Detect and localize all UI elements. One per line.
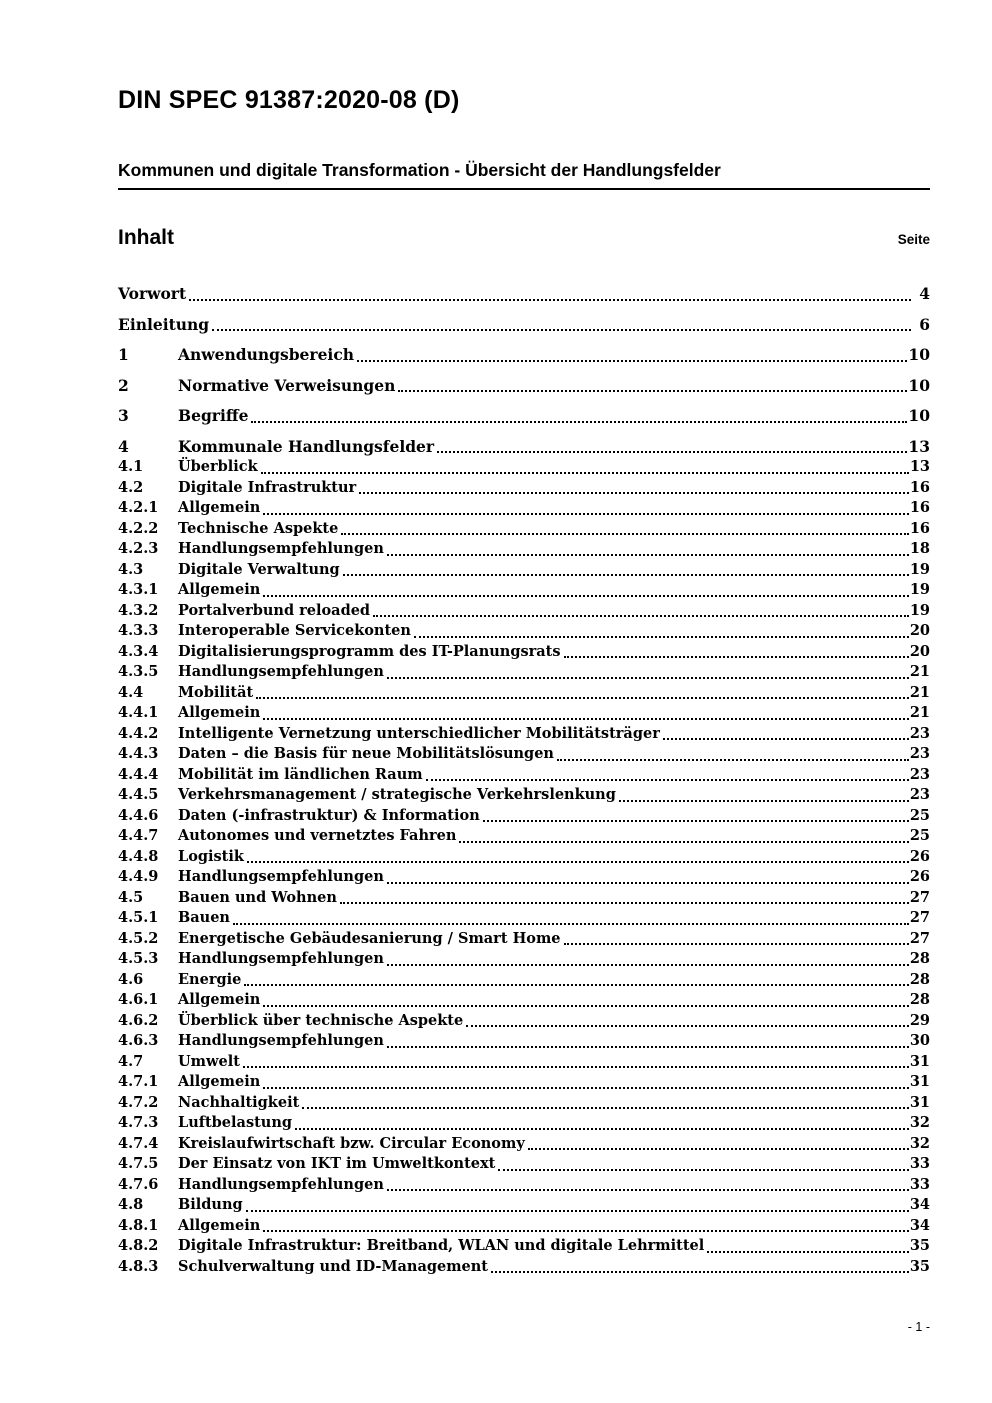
toc-entry-title: Daten – die Basis für neue Mobilitätslösungen — [178, 745, 554, 762]
page-content — [118, 0, 930, 1277]
toc-entry — [118, 376, 930, 397]
toc-entry-number: 4.4.2 — [118, 724, 159, 742]
dot-leader — [488, 1257, 910, 1278]
toc-entry — [118, 621, 930, 642]
toc-entry-page: 33 — [909, 1175, 930, 1193]
toc-entry-page: 31 — [909, 1093, 930, 1111]
toc-entry-page: 19 — [909, 560, 930, 578]
toc-entry-page: 23 — [909, 786, 930, 803]
dot-leader — [411, 621, 910, 642]
toc-entry-page: 27 — [909, 929, 930, 947]
toc-entry-page: 27 — [909, 888, 930, 906]
toc-entry — [118, 1257, 930, 1278]
toc-entry-page: 31 — [909, 1073, 930, 1090]
toc-entry-page: 16 — [909, 519, 930, 537]
toc-entry-title: Bauen — [178, 909, 230, 926]
toc-entry-page: 29 — [909, 1011, 930, 1029]
toc-entry-number: 4.2 — [118, 478, 144, 496]
toc-entry-title: Allgemein — [178, 704, 261, 721]
dot-leader — [480, 806, 910, 827]
toc-entry — [118, 724, 930, 745]
toc-entry-page: 27 — [909, 909, 930, 926]
toc-entry-title: Einleitung — [118, 314, 210, 334]
dot-leader — [340, 560, 910, 581]
toc-entry-number: 4.6.3 — [118, 1032, 159, 1049]
toc-entry-number: 4.5.2 — [118, 929, 159, 947]
dot-leader — [384, 949, 910, 970]
toc-entry-page: 26 — [909, 868, 930, 885]
toc-entry-title: Handlungsempfehlungen — [178, 540, 384, 557]
dot-leader — [384, 1175, 910, 1196]
dot-leader — [704, 1236, 910, 1257]
toc-entry-page: 21 — [909, 663, 930, 680]
dot-leader — [292, 1113, 910, 1134]
toc-entry-title: Überblick über technische Aspekte — [178, 1011, 464, 1029]
toc-entry-title: Digitale Infrastruktur — [178, 478, 357, 496]
dot-leader — [423, 765, 910, 786]
toc-entry — [118, 1216, 930, 1237]
dot-leader — [554, 744, 910, 765]
toc-entry-title: Energie — [178, 970, 242, 988]
dot-leader — [209, 315, 912, 336]
dot-leader — [660, 724, 910, 745]
dot-leader — [338, 519, 909, 540]
toc-entry — [118, 1236, 930, 1257]
toc-entry — [118, 970, 930, 991]
toc-entry — [118, 284, 930, 305]
toc-entry-number: 4.3.1 — [118, 581, 159, 598]
toc-entry-number: 4.2.1 — [118, 499, 159, 516]
dot-leader — [260, 1216, 910, 1237]
toc-entry-number: 4.4.1 — [118, 704, 159, 721]
toc-entry-title: Energetische Gebäudesanierung / Smart Home — [178, 929, 561, 947]
toc-entry-number: 4.2.2 — [118, 519, 159, 537]
toc-entry-number: 4.7.4 — [118, 1134, 159, 1152]
toc-entry — [118, 601, 930, 622]
toc-list — [118, 284, 930, 1277]
footer-page-number: - 1 - — [907, 1320, 930, 1334]
toc-entry-page: 16 — [909, 499, 930, 516]
dot-leader — [258, 457, 910, 478]
toc-entry-number: 4.4.8 — [118, 847, 159, 865]
toc-entry-page: 34 — [909, 1196, 930, 1213]
toc-entry-title: Digitale Infrastruktur: Breitband, WLAN und digitale Lehrmittel — [178, 1237, 705, 1254]
toc-entry-number: 4.4.6 — [118, 806, 159, 824]
dot-leader — [384, 867, 910, 888]
toc-entry-title: Daten (-infrastruktur) & Information — [178, 806, 480, 824]
dot-leader — [561, 642, 910, 663]
toc-entry-title: Handlungsempfehlungen — [178, 868, 384, 885]
toc-entry-number: 4.4.9 — [118, 868, 159, 885]
toc-entry-title: Allgemein — [178, 581, 261, 598]
toc-entry-title: Allgemein — [178, 1073, 261, 1090]
document-title: Kommunen und digitale Transformation - Übersicht der Handlungsfelder — [118, 160, 930, 190]
toc-entry-page: 20 — [909, 642, 930, 660]
toc-entry — [118, 908, 930, 929]
toc-entry-title: Digitale Verwaltung — [178, 560, 340, 578]
toc-entry — [118, 580, 930, 601]
dot-leader — [299, 1093, 910, 1114]
toc-entry — [118, 478, 930, 499]
toc-entry-number: 4.4.3 — [118, 745, 159, 762]
toc-entry-title: Digitalisierungsprogramm des IT-Planungsrats — [178, 642, 561, 660]
dot-leader — [434, 437, 908, 458]
toc-entry-number: 4.3.5 — [118, 663, 159, 680]
toc-entry-page: 13 — [908, 436, 930, 456]
toc-entry-title: Kommunale Handlungsfelder — [178, 436, 435, 456]
toc-entry-number: 4.3.4 — [118, 642, 159, 660]
toc-entry-title: Bildung — [178, 1196, 243, 1213]
toc-entry-page: 35 — [909, 1237, 930, 1254]
dot-leader — [463, 1011, 910, 1032]
toc-entry — [118, 806, 930, 827]
toc-entry-title: Vorwort — [118, 284, 187, 303]
dot-leader — [384, 1031, 910, 1052]
toc-entry-number: 4.1 — [118, 458, 144, 475]
toc-entry — [118, 1134, 930, 1155]
toc-entry-number: 4.5 — [118, 888, 144, 906]
dot-leader — [260, 498, 910, 519]
page-column-label: Seite — [897, 232, 930, 247]
toc-entry-title: Handlungsempfehlungen — [178, 1032, 384, 1049]
toc-entry-title: Interoperable Servicekonten — [178, 622, 411, 639]
toc-entry-number: 4.6.2 — [118, 1011, 159, 1029]
toc-entry — [118, 765, 930, 786]
toc-entry-page: 10 — [908, 375, 930, 395]
toc-entry-number: 4.7 — [118, 1052, 144, 1070]
toc-entry — [118, 1031, 930, 1052]
dot-leader — [337, 888, 910, 909]
toc-entry-page: 20 — [909, 622, 930, 639]
toc-entry-page: 21 — [909, 683, 930, 701]
toc-entry-title: Allgemein — [178, 991, 261, 1008]
dot-leader — [243, 1195, 910, 1216]
toc-entry-page: 19 — [909, 581, 930, 598]
dot-leader — [561, 929, 910, 950]
toc-entry-page: 23 — [909, 765, 930, 783]
toc-entry-number: 4.2.3 — [118, 540, 159, 557]
toc-entry-page: 16 — [909, 478, 930, 496]
dot-leader — [260, 580, 910, 601]
toc-entry-page: 6 — [919, 314, 930, 334]
toc-header-row — [118, 226, 930, 250]
toc-entry — [118, 990, 930, 1011]
toc-entry-number: 4.4.7 — [118, 827, 159, 844]
dot-leader — [495, 1154, 909, 1175]
toc-entry — [118, 826, 930, 847]
toc-entry — [118, 785, 930, 806]
toc-entry-title: Handlungsempfehlungen — [178, 663, 384, 680]
toc-entry-title: Der Einsatz von IKT im Umweltkontext — [178, 1155, 496, 1172]
dot-leader — [356, 478, 910, 499]
dot-leader — [260, 1072, 910, 1093]
toc-entry — [118, 406, 930, 427]
toc-entry — [118, 437, 930, 458]
toc-entry-title: Überblick — [178, 458, 258, 475]
dot-leader — [248, 406, 908, 427]
toc-entry-page: 25 — [909, 827, 930, 844]
toc-entry-page: 23 — [909, 745, 930, 762]
toc-entry-page: 10 — [908, 345, 930, 364]
dot-leader — [384, 539, 910, 560]
toc-entry-number: 4.4 — [118, 683, 144, 701]
toc-entry-number: 4.8.3 — [118, 1257, 159, 1275]
toc-heading: Inhalt — [118, 226, 174, 249]
toc-entry-page: 28 — [909, 950, 930, 967]
toc-entry — [118, 1195, 930, 1216]
toc-entry-number: 4.8 — [118, 1196, 144, 1213]
toc-entry-number: 4.4.4 — [118, 765, 159, 783]
toc-entry — [118, 1093, 930, 1114]
dot-leader — [260, 703, 910, 724]
dot-leader — [616, 785, 910, 806]
toc-entry — [118, 847, 930, 868]
dot-leader — [230, 908, 910, 929]
toc-entry-number: 4.7.6 — [118, 1175, 159, 1193]
toc-entry-page: 26 — [909, 847, 930, 865]
toc-entry-number: 3 — [118, 406, 129, 425]
toc-entry-page: 33 — [909, 1155, 930, 1172]
dot-leader — [253, 683, 910, 704]
toc-entry-title: Mobilität — [178, 683, 254, 701]
toc-entry-number: 4.7.1 — [118, 1073, 159, 1090]
toc-entry-title: Kreislaufwirtschaft bzw. Circular Economy — [178, 1134, 525, 1152]
toc-entry-title: Nachhaltigkeit — [178, 1093, 300, 1111]
toc-entry-title: Technische Aspekte — [178, 519, 339, 537]
toc-entry-title: Allgemein — [178, 499, 261, 516]
toc-entry-title: Schulverwaltung und ID-Management — [178, 1257, 489, 1275]
toc-entry-title: Luftbelastung — [178, 1114, 293, 1131]
toc-entry-title: Handlungsempfehlungen — [178, 1175, 384, 1193]
toc-entry-title: Verkehrsmanagement / strategische Verkehrslenkung — [178, 786, 616, 803]
dot-leader — [244, 847, 910, 868]
toc-entry-title: Logistik — [178, 847, 244, 865]
toc-entry-number: 4.7.3 — [118, 1114, 159, 1131]
toc-entry-number: 2 — [118, 375, 129, 395]
toc-entry — [118, 888, 930, 909]
toc-entry-title: Portalverbund reloaded — [178, 601, 371, 619]
toc-entry-number: 4.8.1 — [118, 1216, 159, 1234]
toc-entry-page: 25 — [909, 806, 930, 824]
toc-entry-page: 31 — [909, 1052, 930, 1070]
toc-entry — [118, 929, 930, 950]
toc-entry-page: 35 — [909, 1257, 930, 1275]
toc-entry-title: Normative Verweisungen — [178, 375, 396, 395]
toc-entry — [118, 315, 930, 336]
dot-leader — [384, 662, 910, 683]
toc-entry — [118, 498, 930, 519]
toc-entry — [118, 683, 930, 704]
dot-leader — [395, 376, 908, 397]
toc-entry-title: Handlungsempfehlungen — [178, 950, 384, 967]
dot-leader — [456, 826, 909, 847]
toc-entry-page: 4 — [919, 284, 930, 303]
toc-entry-number: 4.5.1 — [118, 909, 159, 926]
toc-entry — [118, 519, 930, 540]
toc-entry-number: 4.6.1 — [118, 991, 159, 1008]
toc-entry-title: Begriffe — [178, 406, 249, 425]
dot-leader — [240, 1052, 910, 1073]
toc-entry — [118, 867, 930, 888]
toc-entry-title: Autonomes und vernetztes Fahren — [178, 827, 457, 844]
dot-leader — [260, 990, 910, 1011]
toc-entry — [118, 949, 930, 970]
toc-entry-title: Anwendungsbereich — [178, 345, 355, 364]
toc-entry — [118, 1154, 930, 1175]
toc-entry-title: Umwelt — [178, 1052, 240, 1070]
toc-entry — [118, 457, 930, 478]
dot-leader — [525, 1134, 910, 1155]
toc-entry-number: 4 — [118, 436, 129, 456]
toc-entry-number: 4.5.3 — [118, 950, 159, 967]
toc-entry-number: 4.3.2 — [118, 601, 159, 619]
dot-leader — [241, 970, 909, 991]
toc-entry — [118, 703, 930, 724]
toc-entry — [118, 744, 930, 765]
toc-entry-number: 4.7.5 — [118, 1155, 159, 1172]
dot-leader — [186, 284, 912, 305]
toc-entry-page: 28 — [909, 991, 930, 1008]
toc-entry-number: 4.3 — [118, 560, 144, 578]
toc-entry-title: Allgemein — [178, 1216, 261, 1234]
toc-entry — [118, 1052, 930, 1073]
toc-entry-page: 30 — [909, 1032, 930, 1049]
toc-entry-number: 4.8.2 — [118, 1237, 159, 1254]
toc-entry-number: 4.7.2 — [118, 1093, 159, 1111]
toc-entry-page: 23 — [909, 724, 930, 742]
document-number: DIN SPEC 91387:2020-08 (D) — [118, 86, 460, 114]
toc-entry-page: 32 — [909, 1114, 930, 1131]
toc-entry-page: 32 — [909, 1134, 930, 1152]
dot-leader — [354, 345, 908, 366]
dot-leader — [370, 601, 910, 622]
toc-entry-page: 28 — [909, 970, 930, 988]
toc-entry — [118, 1011, 930, 1032]
toc-entry-title: Mobilität im ländlichen Raum — [178, 765, 423, 783]
toc-entry — [118, 642, 930, 663]
toc-entry-page: 13 — [909, 458, 930, 475]
toc-entry-number: 4.6 — [118, 970, 144, 988]
toc-entry-page: 18 — [909, 540, 930, 557]
toc-entry-page: 34 — [909, 1216, 930, 1234]
toc-entry-title: Intelligente Vernetzung unterschiedlicher Mobilitätsträger — [178, 724, 660, 742]
toc-entry — [118, 1175, 930, 1196]
toc-entry-page: 21 — [909, 704, 930, 721]
toc-entry — [118, 560, 930, 581]
toc-entry-number: 4.4.5 — [118, 786, 159, 803]
toc-entry — [118, 345, 930, 366]
toc-entry-number: 1 — [118, 345, 129, 364]
toc-entry — [118, 1113, 930, 1134]
toc-entry — [118, 539, 930, 560]
toc-entry — [118, 1072, 930, 1093]
toc-entry-page: 10 — [908, 406, 930, 425]
toc-entry-number: 4.3.3 — [118, 622, 159, 639]
toc-entry-title: Bauen und Wohnen — [178, 888, 337, 906]
toc-entry-page: 19 — [909, 601, 930, 619]
toc-entry — [118, 662, 930, 683]
